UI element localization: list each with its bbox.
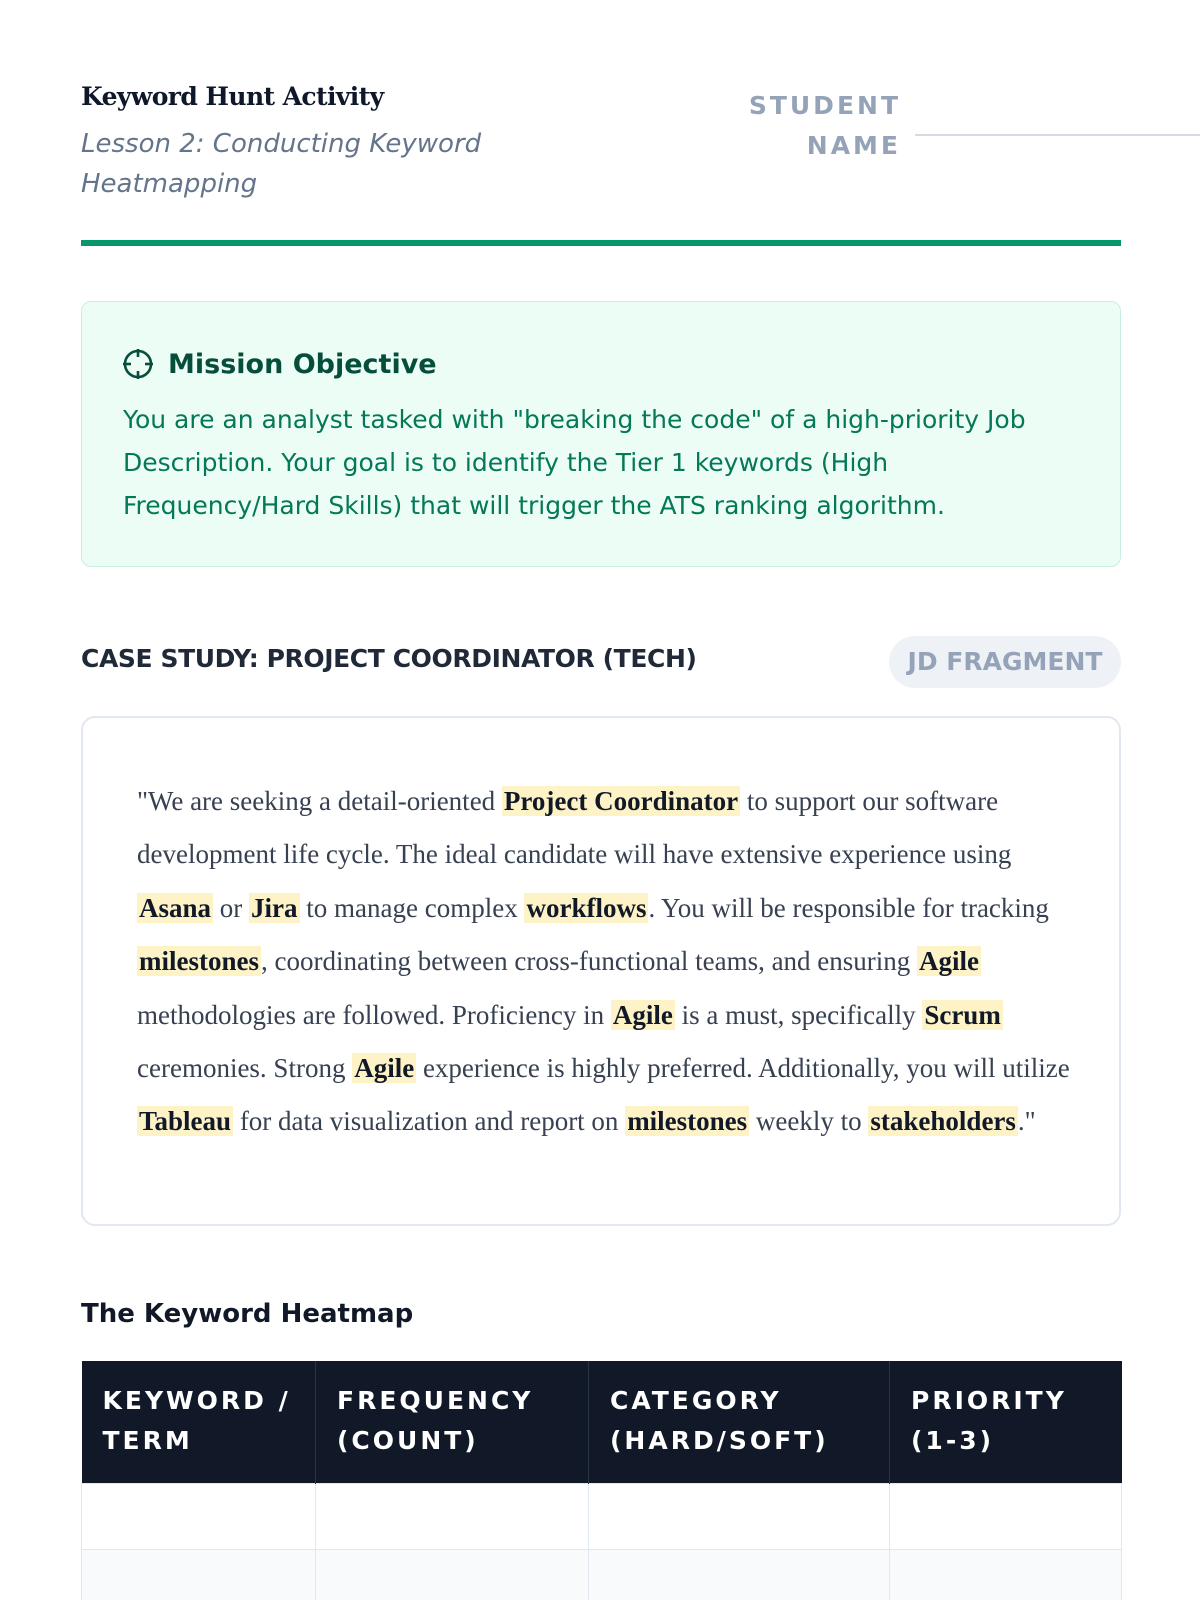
header-divider <box>81 240 1121 246</box>
jd-text-segment: , coordinating between cross-functional teams, and ensuring <box>260 946 918 977</box>
mission-heading <box>122 348 437 380</box>
highlighted-keyword: Agile <box>919 946 980 977</box>
highlighted-keyword: Project Coordinator <box>503 786 739 816</box>
highlighted-keyword: Scrum <box>924 999 1001 1030</box>
jd-text-segment: weekly to <box>749 1106 869 1137</box>
table-cell[interactable] <box>82 1484 316 1550</box>
highlighted-keyword: Tableau <box>139 1106 232 1137</box>
table-cell[interactable] <box>589 1484 890 1550</box>
table-cell[interactable] <box>589 1550 890 1600</box>
activity-title: Keyword Hunt Activity <box>81 82 384 111</box>
jd-text-segment: for data visualization and report on <box>233 1106 626 1137</box>
jd-text-segment: is a must, specifically <box>674 999 923 1030</box>
table-header-row <box>82 1361 1122 1484</box>
jd-fragment-badge: JD FRAGMENT <box>889 636 1121 688</box>
student-name-label: STUDENT NAME <box>748 91 901 160</box>
jd-text-segment: . You will be responsible for tracking <box>648 892 1049 923</box>
highlighted-keyword: Jira <box>251 892 298 923</box>
jd-text-segment: to support our software development life cycle. The ideal candidate will have extensive experience using <box>137 786 1012 870</box>
keyword-heatmap-table <box>81 1361 1122 1600</box>
column-header-priority: PRIORITY (1-3) <box>890 1361 1122 1484</box>
jd-text-segment: experience is highly preferred. Additionally, you will utilize <box>416 1053 1070 1084</box>
highlighted-keyword: Agile <box>354 1053 415 1084</box>
mission-objective-card <box>81 301 1121 567</box>
jd-text-segment: methodologies are followed. Proficiency in <box>137 999 611 1030</box>
crosshair-icon <box>122 348 154 380</box>
lesson-subtitle: Lesson 2: Conducting Keyword Heatmapping <box>81 129 482 199</box>
table-cell[interactable] <box>890 1550 1122 1600</box>
highlighted-keyword: milestones <box>627 1106 748 1137</box>
highlighted-keyword: workflows <box>526 892 647 923</box>
worksheet-header <box>81 82 1121 232</box>
jd-text-segment: "We are seeking a detail-oriented <box>137 786 502 816</box>
column-header-keyword: KEYWORD / TERM <box>82 1361 316 1484</box>
table-row <box>82 1550 1122 1600</box>
jd-text-segment: ." <box>1017 1106 1036 1137</box>
table-row <box>82 1484 1122 1550</box>
column-header-category: CATEGORY (HARD/SOFT) <box>589 1361 890 1484</box>
mission-text: You are an analyst tasked with "breaking the code" of a high-priority Job Description. Your goal is to identify the Tier 1 keywords (High Frequency/Hard Skills) that will trigger the ATS ranking algorithm. <box>123 405 1026 520</box>
mission-title: Mission Objective <box>168 348 437 380</box>
jd-text-segment: to manage complex <box>299 892 525 923</box>
jd-fragment-text <box>137 775 1077 1149</box>
highlighted-keyword: stakeholders <box>870 1106 1016 1137</box>
table-cell[interactable] <box>316 1484 589 1550</box>
column-header-frequency: FREQUENCY (COUNT) <box>316 1361 589 1484</box>
highlighted-keyword: milestones <box>139 946 259 977</box>
jd-fragment-box <box>81 716 1121 1226</box>
table-cell[interactable] <box>316 1550 589 1600</box>
student-name-line[interactable] <box>915 134 1200 136</box>
highlighted-keyword: Asana <box>139 892 212 923</box>
heatmap-title: The Keyword Heatmap <box>81 1299 414 1329</box>
table-cell[interactable] <box>890 1484 1122 1550</box>
table-cell[interactable] <box>82 1550 316 1600</box>
case-study-title: CASE STUDY: PROJECT COORDINATOR (TECH) <box>81 644 697 673</box>
jd-text-segment: or <box>213 892 250 923</box>
highlighted-keyword: Agile <box>612 999 673 1030</box>
jd-text-segment: ceremonies. Strong <box>137 1053 353 1084</box>
